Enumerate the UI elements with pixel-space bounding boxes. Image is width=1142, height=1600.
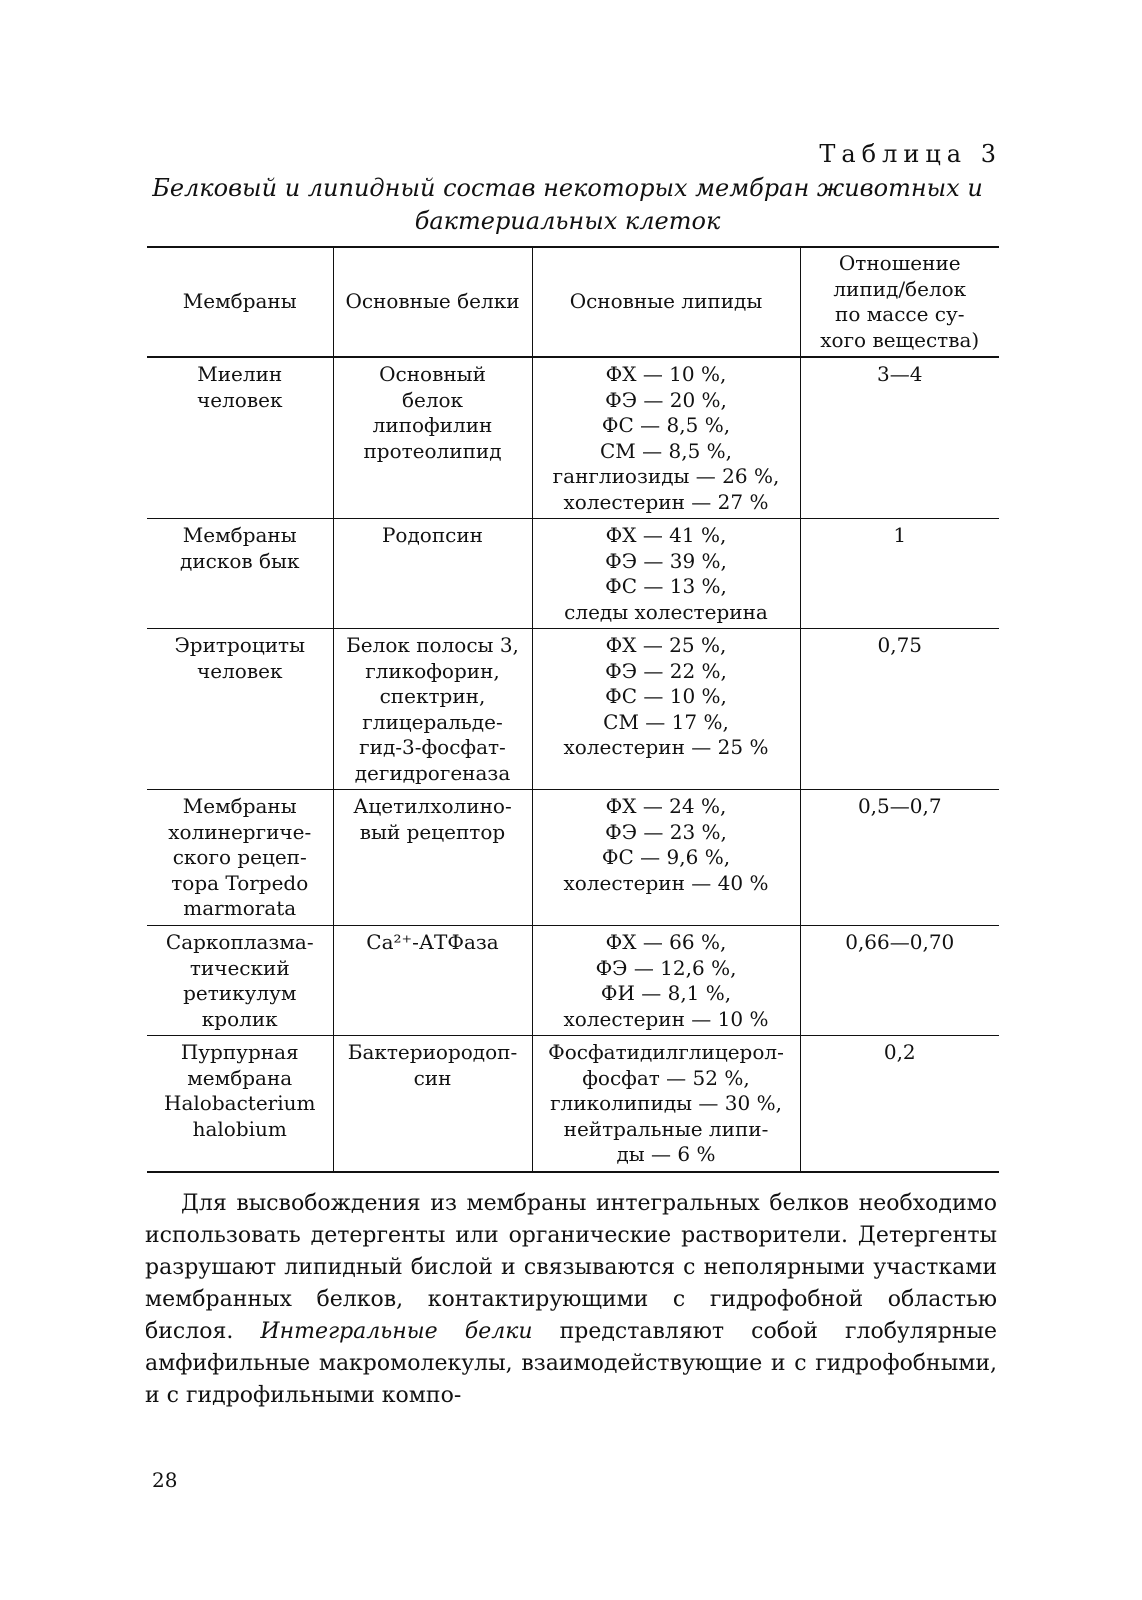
cell-proteins: Бактериородоп- син	[333, 1036, 532, 1172]
paragraph-text-start: Для высвобождения из мембраны интегральных белков необходимо использовать детергенты или органические растворители. Детергенты разрушают липидный бислой и связываются с неполярными участками мембранных белков, контактирующими с гидрофобной областью бислоя.	[145, 1191, 997, 1344]
table-row	[147, 357, 999, 519]
table-row	[147, 926, 999, 1036]
cell-membrane: Эритроциты человек	[147, 629, 333, 790]
cell-proteins: Основный белок липофилин протеолипид	[333, 357, 532, 519]
table-row	[147, 519, 999, 629]
membrane-composition-table	[147, 246, 999, 1173]
cell-ratio: 3—4	[800, 357, 999, 519]
cell-ratio: 0,75	[800, 629, 999, 790]
table-row	[147, 629, 999, 790]
cell-lipids: Фосфатидилглицерол- фосфат — 52 %, гликолипиды — 30 %, нейтральные липи- ды — 6 %	[532, 1036, 800, 1172]
cell-membrane: Пурпурная мембрана Halobacterium halobium	[147, 1036, 333, 1172]
table-header-row	[147, 247, 999, 357]
cell-lipids: ФХ — 25 %, ФЭ — 22 %, ФС — 10 %, СМ — 17 %, холестерин — 25 %	[532, 629, 800, 790]
table-title: Белковый и липидный состав некоторых мембран животных и бактериальных клеток	[152, 174, 983, 235]
header-main-lipids: Основные липиды	[532, 247, 800, 357]
header-lipid-protein-ratio: Отношение липид/белок по массе су- хого вещества)	[800, 247, 999, 357]
cell-membrane: Саркоплазма- тический ретикулум кролик	[147, 926, 333, 1036]
cell-membrane: Мембраны холинергиче- ского рецеп- тора Torpedo marmorata	[147, 790, 333, 926]
cell-lipids: ФХ — 10 %, ФЭ — 20 %, ФС — 8,5 %, СМ — 8,5 %, ганглиозиды — 26 %, холестерин — 27 %	[532, 357, 800, 519]
cell-proteins: Родопсин	[333, 519, 532, 629]
cell-membrane: Миелин человек	[147, 357, 333, 519]
cell-membrane: Мембраны дисков бык	[147, 519, 333, 629]
paragraph-text-end: представляют собой глобулярные амфифильные макромолекулы, взаимодействующие и с гидрофобными, и с гидрофильными компо-	[145, 1319, 998, 1408]
page-number: 28	[152, 1468, 178, 1492]
cell-ratio: 0,2	[800, 1036, 999, 1172]
body-paragraph	[145, 1188, 997, 1412]
table-row	[147, 790, 999, 926]
cell-lipids: ФХ — 24 %, ФЭ — 23 %, ФС — 9,6 %, холестерин — 40 %	[532, 790, 800, 926]
cell-ratio: 0,5—0,7	[800, 790, 999, 926]
header-membranes: Мембраны	[147, 247, 333, 357]
cell-ratio: 1	[800, 519, 999, 629]
table-row	[147, 1036, 999, 1172]
cell-proteins: Ca²⁺-АТФаза	[333, 926, 532, 1036]
paragraph-emphasis: Интегральные белки	[260, 1319, 533, 1344]
cell-lipids: ФХ — 66 %, ФЭ — 12,6 %, ФИ — 8,1 %, холестерин — 10 %	[532, 926, 800, 1036]
cell-lipids: ФХ — 41 %, ФЭ — 39 %, ФС — 13 %, следы холестерина	[532, 519, 800, 629]
cell-ratio: 0,66—0,70	[800, 926, 999, 1036]
header-main-proteins: Основные белки	[333, 247, 532, 357]
table-label: Таблица 3	[819, 140, 1002, 168]
cell-proteins: Ацетилхолино- вый рецептор	[333, 790, 532, 926]
cell-proteins: Белок полосы 3, гликофорин, спектрин, глицеральде- гид-3-фосфат- дегидрогеназа	[333, 629, 532, 790]
